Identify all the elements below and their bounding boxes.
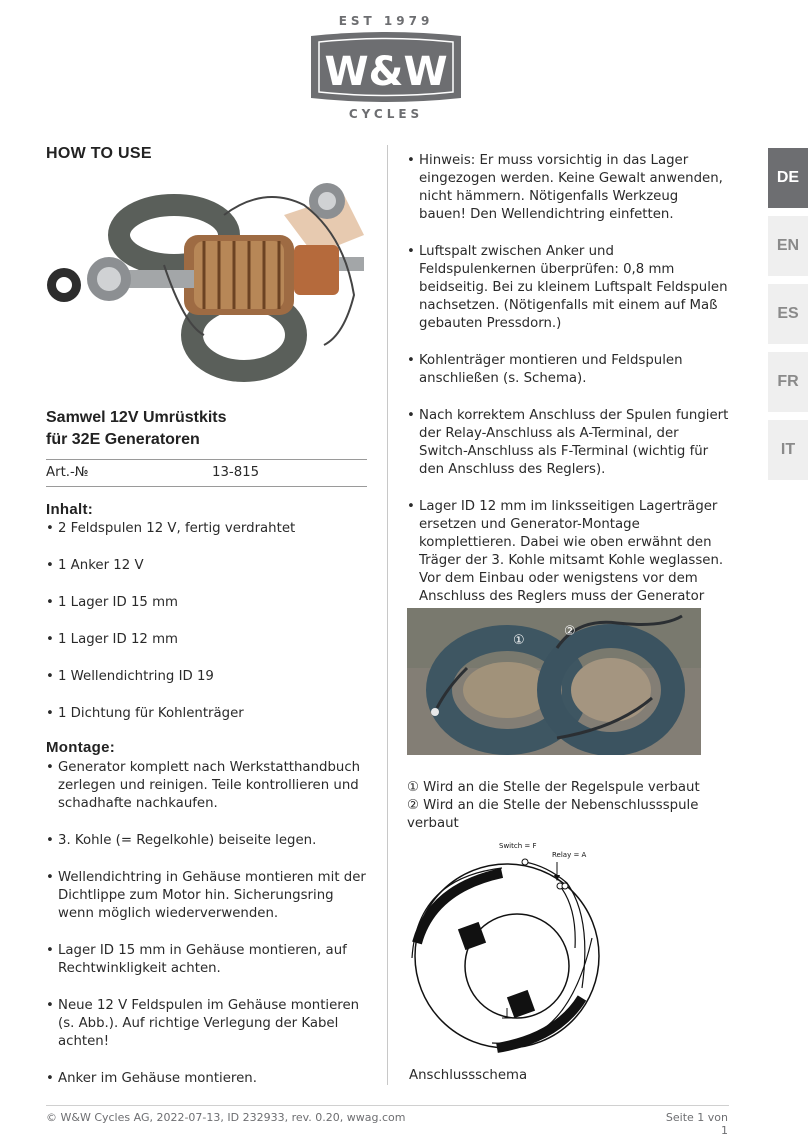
legend-1: ① Wird an die Stelle der Regelspule verbaut (407, 780, 700, 795)
inhalt-title: Inhalt: (46, 501, 94, 518)
footer-divider (46, 1105, 729, 1106)
list-item: • 1 Lager ID 15 mm (46, 594, 366, 612)
photo-marker-1: ① (513, 633, 525, 648)
schema-relay-label: Relay = A (552, 851, 587, 859)
logo-cycles: CYCLES (348, 107, 424, 121)
tab-es[interactable]: ES (768, 284, 808, 344)
art-value: 13-815 (212, 465, 260, 480)
photo-marker-2: ② (564, 624, 576, 639)
list-item: • Lager ID 15 mm in Gehäuse montieren, auf Rechtwinkligkeit achten. (46, 942, 368, 978)
logo-est: EST 1979 (338, 14, 434, 28)
list-item: • 1 Lager ID 12 mm (46, 631, 366, 649)
schema-switch-label: Switch = F (499, 842, 537, 850)
list-item: • 1 Dichtung für Kohlenträger (46, 705, 366, 723)
list-item: • 1 Wellendichtring ID 19 (46, 668, 366, 686)
tab-fr[interactable]: FR (768, 352, 808, 412)
legend-2: ② Wird an die Stelle der Nebenschlussspule verbaut (407, 798, 699, 831)
list-item: • Hinweis: Er muss vorsichtig in das Lager eingezogen werden. Keine Gewalt anwenden, nicht hämmern. Nötigenfalls Werkzeug bauen! Den Wellendichtring einfetten. (407, 152, 729, 224)
list-item: • Nach korrektem Anschluss der Spulen fungiert der Relay-Anschluss als A-Terminal, der Switch-Anschluss als F-Terminal (wichtig für den Anschluss des Reglers). (407, 407, 729, 479)
list-item: • 1 Anker 12 V (46, 557, 366, 575)
montage-title: Montage: (46, 739, 116, 756)
list-item: • Anker im Gehäuse montieren. (46, 1070, 368, 1088)
wiring-schema (407, 838, 607, 1063)
brand-logo (0, 0, 808, 130)
footer-copyright: © W&W Cycles AG, 2022-07-13, ID 232933, rev. 0.20, wwag.com (46, 1111, 406, 1124)
product-title-line2: für 32E Generatoren (46, 431, 200, 448)
montage-list (46, 759, 368, 1088)
list-item: • 3. Kohle (= Regelkohle) beiseite legen. (46, 832, 368, 850)
list-item: • Wellendichtring in Gehäuse montieren mit der Dichtlippe zum Motor hin. Sicherungsring wenn möglich wiederverwenden. (46, 869, 368, 923)
list-item: • 2 Feldspulen 12 V, fertig verdrahtet (46, 520, 366, 538)
tab-de[interactable]: DE (768, 148, 808, 208)
list-item: • Kohlenträger montieren und Feldspulen anschließen (s. Schema). (407, 352, 729, 388)
section-title: HOW TO USE (46, 145, 152, 162)
inhalt-list (46, 520, 366, 723)
tab-it[interactable]: IT (768, 420, 808, 480)
right-list (407, 152, 729, 624)
list-item: • Generator komplett nach Werkstatthandbuch zerlegen und reinigen. Teile kontrollieren und schadhafte nachkaufen. (46, 759, 368, 813)
column-divider (387, 145, 388, 1085)
divider-top (46, 459, 367, 460)
product-photo (44, 175, 374, 395)
schema-caption: Anschlussschema (409, 1068, 528, 1083)
tab-en[interactable]: EN (768, 216, 808, 276)
logo-emblem-icon (305, 30, 467, 104)
list-item: • Lager ID 12 mm im linksseitigen Lagerträger ersetzen und Generator-Montage komplettieren. Dabei wie oben erwähnt den Träger der 3. Kohle mitsamt Kohle weglassen. Vor dem Einbau oder wenigstens vor dem Anschluss des Reglers muss der Generator (407, 498, 729, 624)
list-item: • Neue 12 V Feldspulen im Gehäuse montieren (s. Abb.). Auf richtige Verlegung der Kabel achten! (46, 997, 368, 1051)
list-item: • Luftspalt zwischen Anker und Feldspulenkernen überprüfen: 0,8 mm beidseitig. Bei zu kleinem Luftspalt Feldspulen nachsetzen. (Nötigenfalls mit einem auf Maß gebauten Pressdorn.) (407, 243, 729, 333)
product-title-line1: Samwel 12V Umrüstkits (46, 409, 227, 426)
divider-bottom (46, 486, 367, 487)
art-label: Art.-№ (46, 465, 89, 480)
logo-brand-text: W&W (324, 49, 448, 95)
footer-page: Seite 1 von 1 (665, 1111, 728, 1137)
coil-photo (407, 608, 701, 755)
